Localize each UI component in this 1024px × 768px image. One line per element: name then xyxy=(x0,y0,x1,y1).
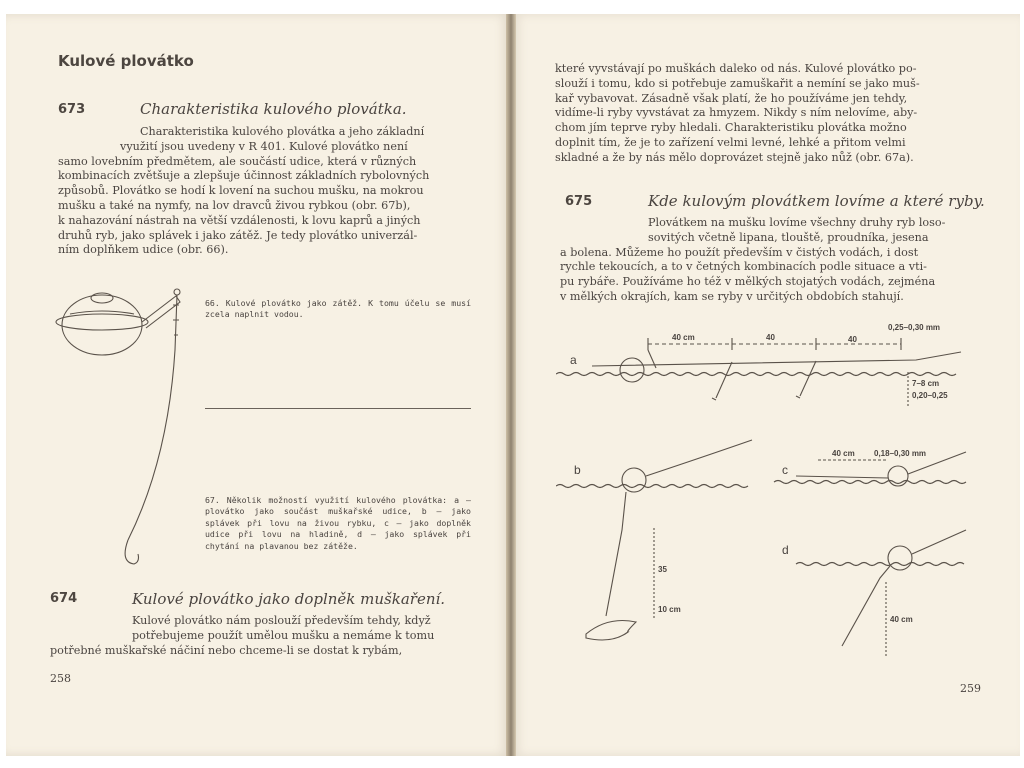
diagram-b xyxy=(556,440,752,640)
text-line: k nahazování nástrah na větší vzdálenosti, k lovu kaprů a jiných xyxy=(58,213,421,227)
text-line: ním doplňkem udice (obr. 66). xyxy=(58,243,229,257)
caption-figure-66: 66. Kulové plovátko jako zátěž. K tomu účelu se musí zcela naplnit vodou. xyxy=(205,298,471,320)
text-line: slouží i tomu, kdo si potřebuje zamuškařit a nemíní se jako muš- xyxy=(555,76,920,90)
figure-66-float-illustration xyxy=(50,280,200,580)
text-line: způsobů. Plovátko se hodí k lovení na suchou mušku, na mokrou xyxy=(58,184,424,198)
text-line: kař vybavovat. Zásadně však platí, že ho používáme jen tehdy, xyxy=(555,91,908,105)
water-surface-c xyxy=(774,481,966,484)
label-a: a xyxy=(570,353,577,367)
text-line: samo lovebním předmětem, ale součástí udice, která v různých xyxy=(58,154,417,168)
text-line: kombinacích zvětšuje a zlepšuje účinnost základních rybolovných xyxy=(58,169,430,183)
label-c: c xyxy=(782,463,788,477)
diagram-a xyxy=(556,323,961,406)
text-line: druhů ryb, jako splávek i jako zátěž. Je tedy plovátko univerzál- xyxy=(58,228,418,242)
text-line: využití jsou uvedeny v R 401. Kulové plovátko není xyxy=(120,139,408,153)
water-surface-b xyxy=(556,485,748,488)
text-line: v mělkých okrajích, kam se ryby v určitých obdobích stahují. xyxy=(560,289,904,303)
section-heading-675: Kde kulovým plovátkem lovíme a které ryby. xyxy=(648,192,985,210)
fish-bait xyxy=(586,621,636,641)
dim-a-2: 40 xyxy=(766,333,775,342)
diagram-c xyxy=(774,449,966,486)
text-line: Charakteristika kulového plovátka a jeho základní xyxy=(140,125,425,138)
tippet-a: 0,20–0,25 xyxy=(912,391,948,400)
text-line: Kulové plovátko nám poslouží především tehdy, když xyxy=(132,614,431,627)
figure-67-diagram xyxy=(556,316,986,676)
text-line: skladné a že by nás mělo doprovázet stejně jako nůž (obr. 67a). xyxy=(555,150,914,164)
page-number-right: 259 xyxy=(960,682,981,695)
line-gauge-c: 0,18–0,30 mm xyxy=(874,449,927,458)
book-gutter xyxy=(506,14,516,756)
paragraph-675 xyxy=(560,216,988,305)
dim-a-3: 40 xyxy=(848,335,857,344)
water-surface-a xyxy=(556,373,956,376)
text-line: potřebné muškařské náčiní nebo chceme-li se dostat k rybám, xyxy=(50,643,403,657)
text-line: potřebujeme použít umělou mušku a nemáme k tomu xyxy=(132,628,435,642)
label-b: b xyxy=(574,463,581,477)
section-number-674: 674 xyxy=(50,591,78,606)
text-line: pu rybáře. Používáme ho též v mělkých stojatých vodách, zejména xyxy=(560,275,936,289)
page-number-left: 258 xyxy=(50,672,71,685)
paragraph-673 xyxy=(58,125,472,258)
dim-a-1: 40 cm xyxy=(672,333,695,342)
float-a xyxy=(620,358,644,382)
section-number-675: 675 xyxy=(565,194,593,209)
text-line: rychle tekoucích, a to v četných kombinacích podle situace a vti- xyxy=(560,260,927,274)
text-line: Plovátkem na mušku lovíme všechny druhy ryb loso- xyxy=(648,216,946,229)
section-heading-673: Charakteristika kulového plovátka. xyxy=(140,100,407,118)
text-line: doplnit tím, že je to zařízení velmi levné, lehké a přitom velmi xyxy=(555,135,906,149)
float-d xyxy=(888,546,912,570)
dim-d: 40 cm xyxy=(890,615,913,624)
diagram-d xyxy=(782,530,966,656)
line-gauge-a: 0,25–0,30 mm xyxy=(888,323,941,332)
text-line: sovitých včetně lipana, tlouště, proudníka, jesena xyxy=(648,230,929,244)
text-line: mušku a také na nymfy, na lov dravců živou rybkou (obr. 67b), xyxy=(58,198,411,212)
dim-b-1: 35 xyxy=(658,565,667,574)
text-line: vidíme-li ryby vyvstávat za hmyzem. Nikdy s ním nelovíme, aby- xyxy=(555,106,918,120)
section-title: Kulové plovátko xyxy=(58,52,194,70)
text-line: které vyvstávají po muškách daleko od nás. Kulové plovátko po- xyxy=(555,62,917,75)
label-d: d xyxy=(782,543,789,557)
text-line: chom jím teprve ryby hledali. Charakteristiku plovátka možno xyxy=(555,121,907,135)
text-line: a bolena. Můžeme ho použít především v čistých vodách, i dost xyxy=(560,245,919,259)
section-number-673: 673 xyxy=(58,102,86,117)
caption-figure-67: 67. Několik možností využití kulového plovátka: a — plovátko jako součást muškařské udice, b — jako splávek při lovu na živou rybku, c — jako doplněk udice při lovu na hladině, d — jako splávek při chytání na plavanou bez zátěže. xyxy=(205,495,471,551)
section-heading-674: Kulové plovátko jako doplněk muškaření. xyxy=(132,590,446,608)
float-b xyxy=(622,468,646,492)
line-a xyxy=(592,352,961,366)
dim-c: 40 cm xyxy=(832,449,855,458)
paragraph-674 xyxy=(50,614,470,658)
water-surface-d xyxy=(796,563,964,566)
depth-a: 7–8 cm xyxy=(912,379,940,388)
paragraph-continued xyxy=(555,62,987,166)
dim-b-2: 10 cm xyxy=(658,605,681,614)
rule-divider xyxy=(205,408,471,409)
